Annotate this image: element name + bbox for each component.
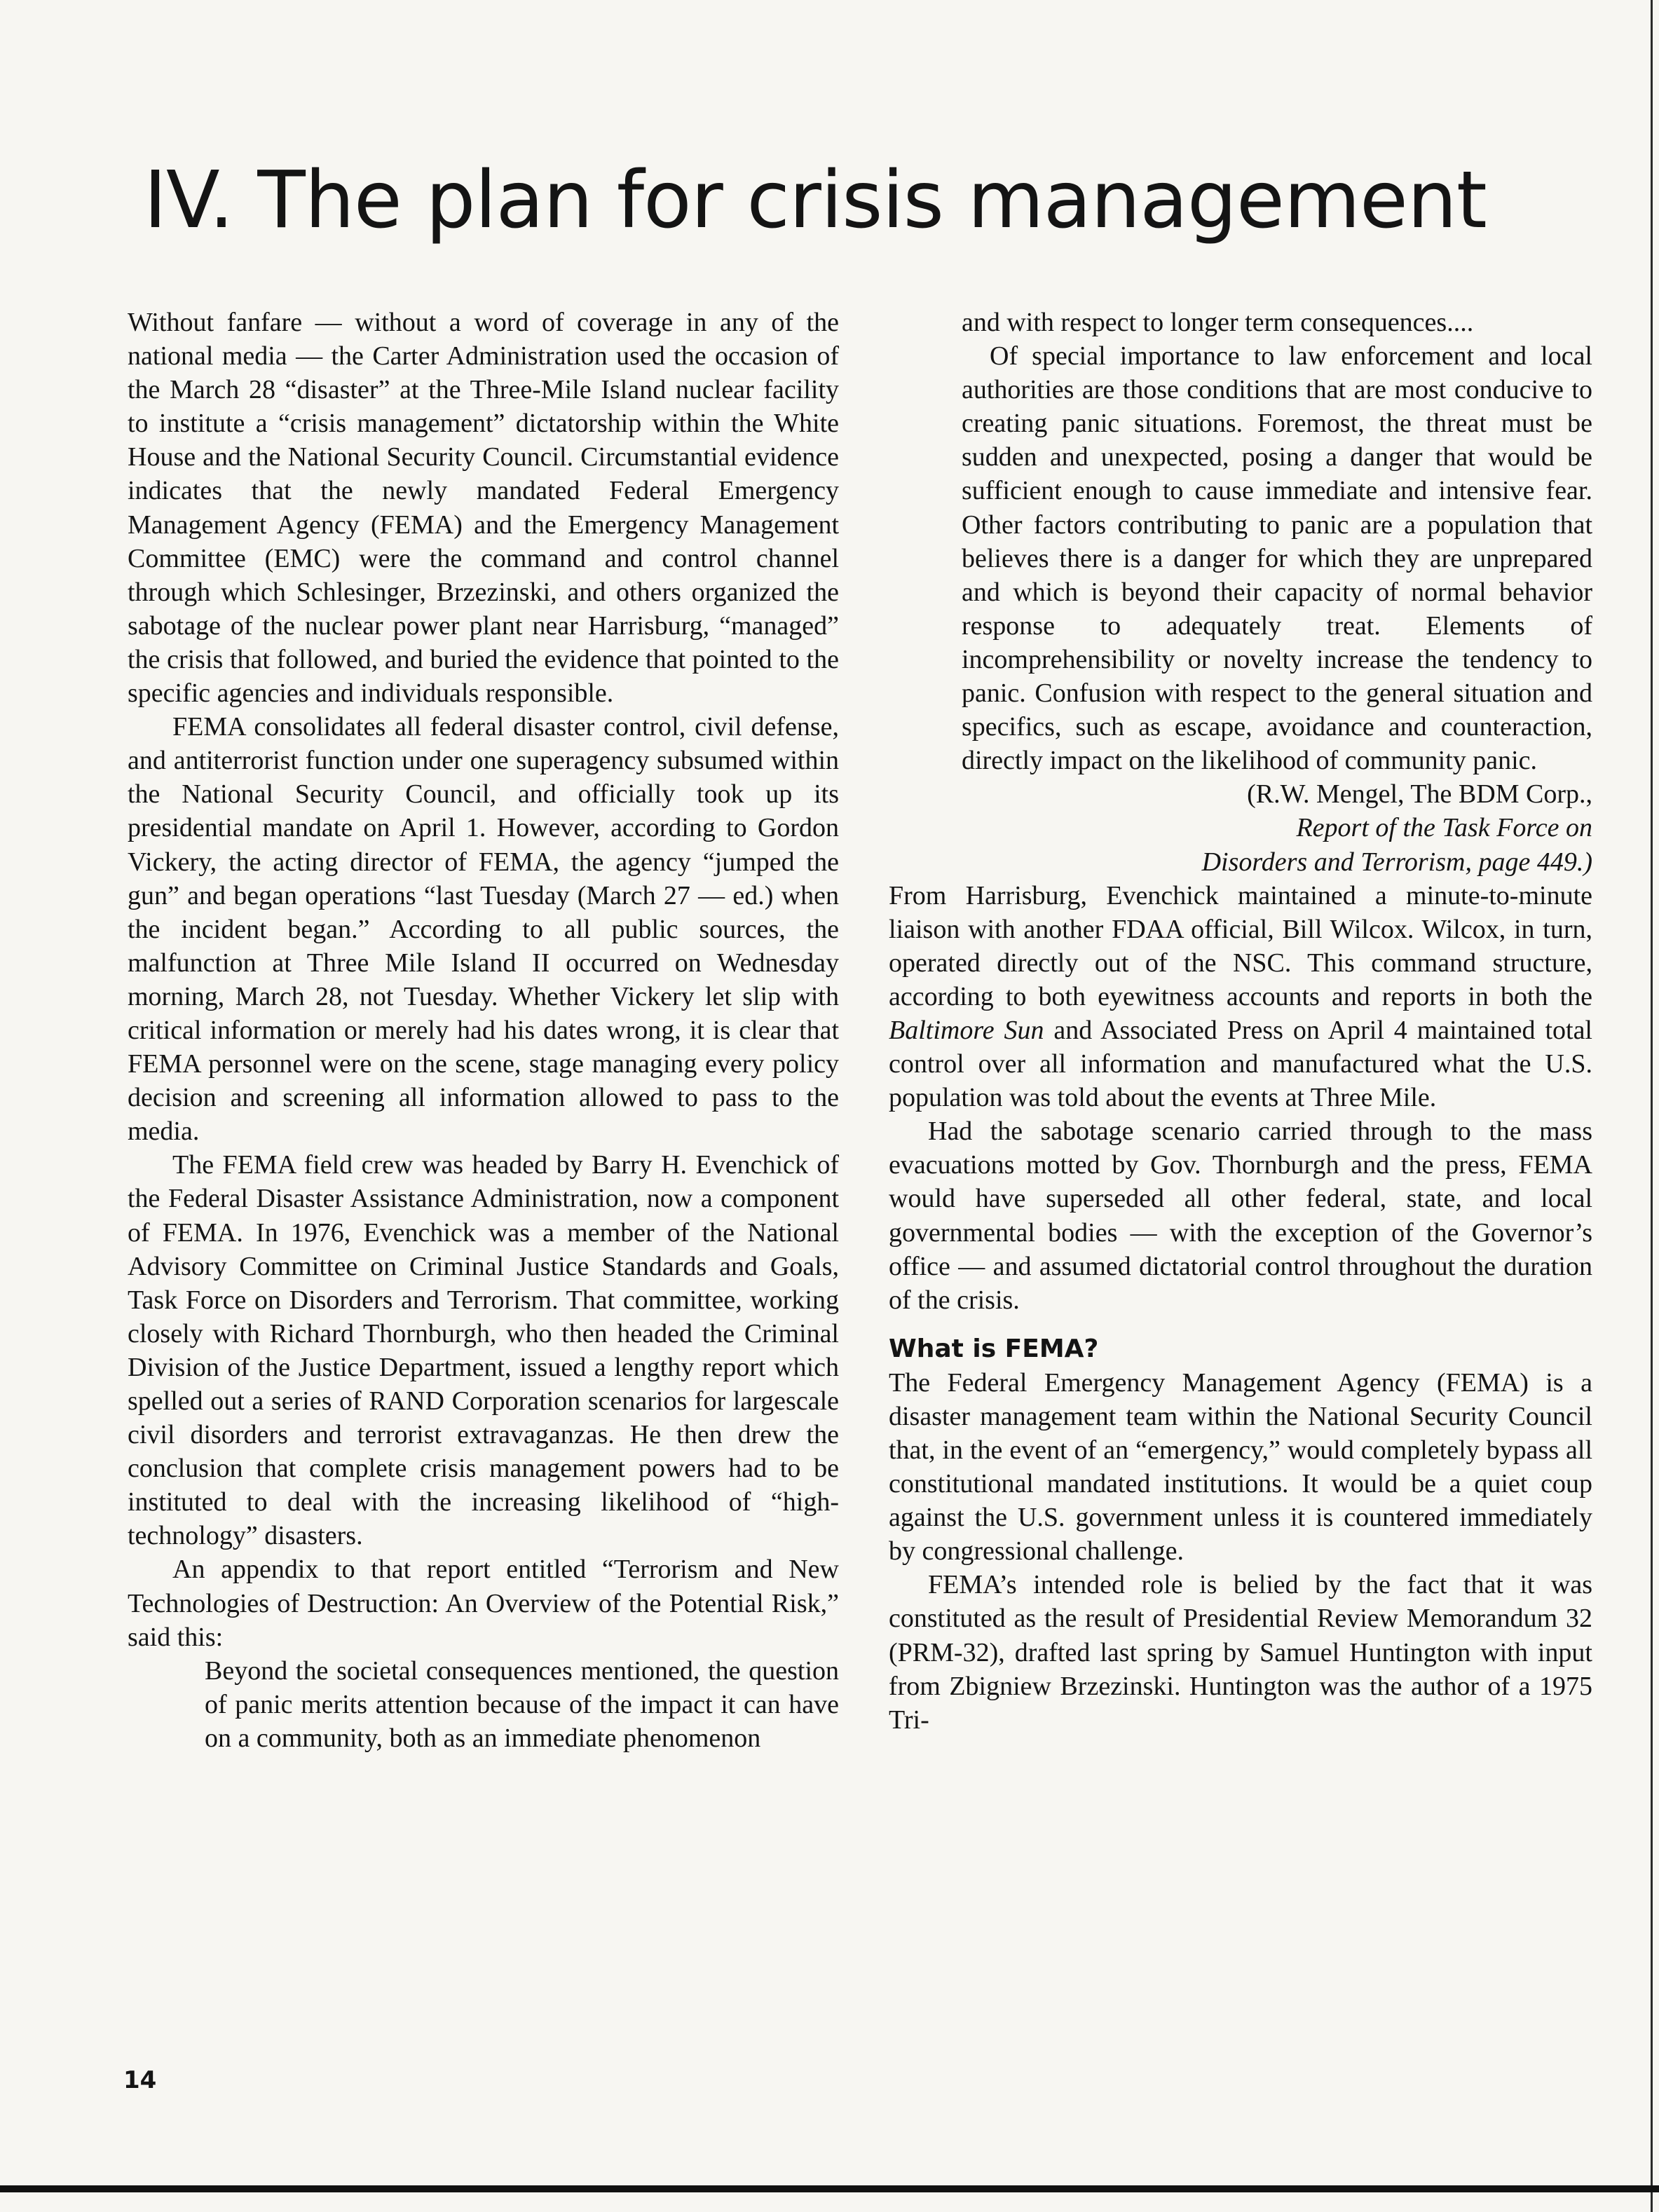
- citation-page: Disorders and Terrorism, page 449.): [1201, 847, 1592, 877]
- page-edge-rule: [1651, 0, 1653, 2212]
- block-quote-continued: and with respect to longer term consequences....: [962, 308, 1474, 337]
- paragraph: Had the sabotage scenario carried through to the mass evacuations motted by Gov. Thornburgh and the press, FEMA would have superseded all other federal, state, and local governmental bodies — with the exception of the Governor’s office — and assumed dictatorial control throughout the duration of the crisis.: [889, 1117, 1592, 1315]
- page-bottom-rule: [0, 2185, 1659, 2192]
- paragraph: FEMA consolidates all federal disaster control, civil defense, and antiterrorist function under one superagency subsumed within the National Security Council, and officially took up its presidential mandate on April 1. However, according to Gordon Vickery, the acting director of FEMA, the agency “jumped the gun” and began operations “last Tuesday (March 27 — ed.) when the incident began.” According to all public sources, the malfunction at Three Mile Island II occurred on Wednesday morning, March 28, not Tuesday. Whether Vickery let slip with critical information or merely had his dates wrong, it is clear that FEMA personnel were on the scene, stage managing every policy decision and screening all information allowed to pass to the media.: [128, 712, 839, 1147]
- right-column: [889, 306, 1592, 1737]
- paragraph: The Federal Emergency Management Agency (FEMA) is a disaster management team within the National Security Council that, in the event of an “emergency,” would completely bypass all constitutional mandated institutions. It would be a quiet coup against the U.S. government unless it is countered immediately by congressional challenge.: [889, 1367, 1592, 1566]
- citation-author: (R.W. Mengel, The BDM Corp.,: [1247, 779, 1592, 810]
- section-heading: What is FEMA?: [889, 1334, 1099, 1363]
- block-quote: Beyond the societal consequences mentioned, the question of panic merits attention because of the impact it can have on a community, both as an immediate phenomenon: [205, 1655, 839, 1753]
- left-column: [128, 306, 839, 1755]
- paragraph: The FEMA field crew was headed by Barry H. Evenchick of the Federal Disaster Assistance Administration, now a component of FEMA. In 1976, Evenchick was a member of the National Advisory Committee on Criminal Justice Standards and Goals, Task Force on Disorders and Terrorism. That committee, working closely with Richard Thornburgh, who then headed the Criminal Division of the Justice Department, issued a lengthy report which spelled out a series of RAND Corporation scenarios for largescale civil disorders and terrorist extravaganzas. He then drew the conclusion that complete crisis management powers had to be instituted to deal with the increasing likelihood of “high-technology” disasters.: [128, 1150, 839, 1551]
- paragraph: An appendix to that report entitled “Terrorism and New Technologies of Destruction: An Overview of the Potential Risk,” said this:: [128, 1555, 839, 1652]
- page-number: 14: [123, 2066, 157, 2094]
- paragraph-text: and Associated Press on April 4 maintained total control over all information and manufactured what the U.S. population was told about the events at Three Mile.: [889, 1015, 1592, 1113]
- paragraph: [889, 879, 1592, 1115]
- page-title: IV. The plan for crisis management: [144, 155, 1487, 246]
- paragraph-text: From Harrisburg, Evenchick maintained a minute-to-minute liaison with another FDAA official, Bill Wilcox. Wilcox, in turn, operated directly out of the NSC. This command structure, according to both eyewitness accounts and reports in both the: [889, 880, 1592, 1011]
- citation-source: Report of the Task Force on: [1296, 813, 1592, 843]
- paragraph: FEMA’s intended role is belied by the fact that it was constituted as the result of Presidential Review Memorandum 32 (PRM-32), drafted last spring by Samuel Huntington with input from Zbigniew Brzezinski. Huntington was the author of a 1975 Tri-: [889, 1570, 1592, 1735]
- paragraph: Without fanfare — without a word of coverage in any of the national media — the Carter Administration used the occasion of the March 28 “disaster” at the Three-Mile Island nuclear facility to institute a “crisis management” dictatorship within the White House and the National Security Council. Circumstantial evidence indicates that the newly mandated Federal Emergency Management Agency (FEMA) and the Emergency Management Committee (EMC) were the command and control channel through which Schlesinger, Brzezinski, and others organized the sabotage of the nuclear power plant near Harrisburg, “managed” the crisis that followed, and buried the evidence that pointed to the specific agencies and individuals responsible.: [128, 308, 839, 709]
- block-quote: Of special importance to law enforcement and local authorities are those conditions that are most conducive to creating panic situations. Foremost, the threat must be sudden and unexpected, posing a danger that would be sufficient enough to cause immediate and intensive fear. Other factors contributing to panic are a population that believes there is a danger for which they are unprepared and which is beyond their capacity of normal behavior response to adequately treat. Elements of incomprehensibility or novelty increase the tendency to panic. Confusion with respect to the general situation and specifics, such as escape, avoidance and counteraction, directly impact on the likelihood of community panic.: [962, 341, 1592, 776]
- citation: [889, 777, 1592, 878]
- newspaper-name: Baltimore Sun: [889, 1015, 1044, 1045]
